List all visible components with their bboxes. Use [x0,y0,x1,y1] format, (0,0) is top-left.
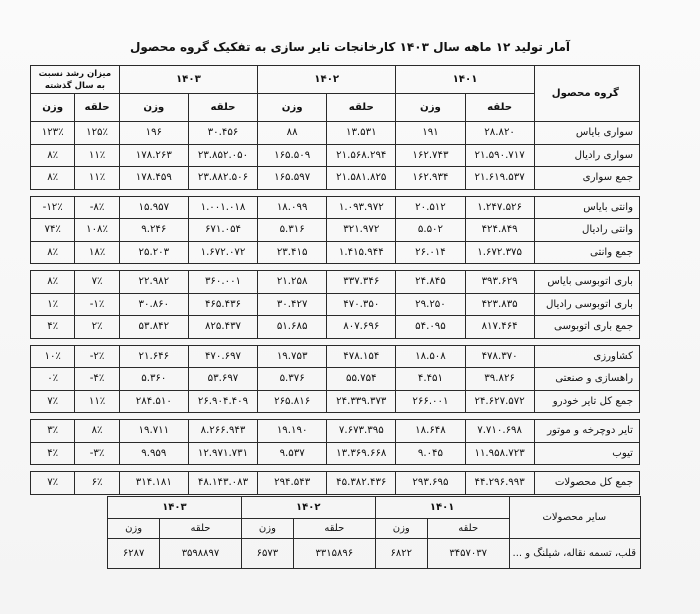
halqe-1403-cell: ۴۸.۱۴۳.۰۸۳ [188,472,257,495]
table-row [31,241,640,264]
vazn-1402-cell: ۱۶۵.۵۰۹ [258,144,327,167]
table-row [31,368,640,391]
other-1401-halqe: ۳۴۵۷۰۳۷ [427,539,509,569]
growth-vazn-cell: ۷٪ [31,472,75,495]
growth-vazn-cell: ۷٪ [31,390,75,413]
growth-halqe-cell: ۸٪ [75,420,119,443]
vazn-1401-cell: ۱۶۲.۷۴۳ [396,144,465,167]
group-separator [31,338,640,345]
group-header: گروه محصول [534,66,639,122]
table-row [31,219,640,242]
vazn-1403-cell: ۱۵.۹۵۷ [119,196,188,219]
halqe-1403-cell: ۲۶.۹۰۴.۴۰۹ [188,390,257,413]
other-vazn-1403: وزن [108,519,160,539]
vazn-1402-cell: ۲۶۵.۸۱۶ [258,390,327,413]
vazn-1403-cell: ۹.۲۴۶ [119,219,188,242]
halqe-1402-cell: ۱.۰۹۳.۹۷۲ [327,196,396,219]
halqe-1403-cell: ۵۳.۶۹۷ [188,368,257,391]
group-label-cell: تایر دوچرخه و موتور [534,420,639,443]
vazn-1403-cell: ۳۰.۸۶۰ [119,293,188,316]
vazn-1401-cell: ۵۴.۰۹۵ [396,316,465,339]
vazn-1401-cell: ۲۹.۲۵۰ [396,293,465,316]
halqe-1401-cell: ۱.۲۴۷.۵۲۶ [465,196,534,219]
growth-halqe-cell: ۱۸٪ [75,241,119,264]
group-label-cell: جمع کل تایر خودرو [534,390,639,413]
growth-vazn-cell: ۱۰٪ [31,345,75,368]
growth-vazn-cell: ۱٪ [31,293,75,316]
halqe-1403-cell: ۸.۲۶۶.۹۴۳ [188,420,257,443]
halqe-1402-cell: ۷.۶۷۳.۳۹۵ [327,420,396,443]
halqe-1401-cell: ۲۸.۸۲۰ [465,122,534,145]
halqe-1403-header: حلقه [188,94,257,122]
vazn-1401-cell: ۲۴.۸۴۵ [396,271,465,294]
vazn-1402-header: وزن [258,94,327,122]
group-label-cell: سواری رادیال [534,144,639,167]
table-row [31,144,640,167]
group-separator [31,189,640,196]
vazn-1403-cell: ۱۹۶ [119,122,188,145]
halqe-1403-cell: ۸۲۵.۴۳۷ [188,316,257,339]
other-1402-halqe: ۳۳۱۵۸۹۶ [294,539,376,569]
other-1401-vazn: ۶۸۲۲ [375,539,427,569]
vazn-1402-cell: ۵.۳۷۶ [258,368,327,391]
halqe-1402-cell: ۲۴.۳۳۹.۳۷۳ [327,390,396,413]
vazn-1403-cell: ۲۵.۲۰۳ [119,241,188,264]
halqe-1403-cell: ۱.۰۰۱.۰۱۸ [188,196,257,219]
other-1403-halqe: ۳۵۹۸۸۹۷ [160,539,242,569]
group-label-cell: وانتی بایاس [534,196,639,219]
growth-vazn-cell: ۸٪ [31,271,75,294]
vazn-1403-cell: ۵.۳۶۰ [119,368,188,391]
other-halqe-1403: حلقه [160,519,242,539]
vazn-1403-cell: ۹.۹۵۹ [119,442,188,465]
other-1402-vazn: ۶۵۷۳ [241,539,293,569]
table-row [31,472,640,495]
vazn-1403-cell: ۲۲.۹۸۲ [119,271,188,294]
group-label-cell: جمع کل محصولات [534,472,639,495]
halqe-1403-cell: ۲۳.۸۸۲.۵۰۶ [188,167,257,190]
vazn-1403-cell: ۳۱۴.۱۸۱ [119,472,188,495]
halqe-1402-cell: ۱۳.۳۶۹.۶۶۸ [327,442,396,465]
growth-halqe-cell: -۸٪ [75,196,119,219]
vazn-1403-cell: ۱۹.۷۱۱ [119,420,188,443]
halqe-1401-cell: ۲۴.۶۲۷.۵۷۲ [465,390,534,413]
table-row [31,167,640,190]
halqe-1401-cell: ۱.۶۷۲.۳۷۵ [465,241,534,264]
growth-halqe-cell: ۶٪ [75,472,119,495]
growth-halqe-cell: ۱۱٪ [75,167,119,190]
other-vazn-1401: وزن [375,519,427,539]
table-row [31,122,640,145]
growth-vazn-header: وزن [31,94,75,122]
group-label-cell: راهسازی و صنعتی [534,368,639,391]
group-label-cell: باری اتوبوسی بایاس [534,271,639,294]
halqe-1403-cell: ۲۳.۸۵۲.۰۵۰ [188,144,257,167]
halqe-1403-cell: ۱.۶۷۲.۰۷۲ [188,241,257,264]
growth-vazn-cell: ۰٪ [31,368,75,391]
group-label-cell: سواری بایاس [534,122,639,145]
growth-halqe-cell: -۲٪ [75,345,119,368]
vazn-1401-cell: ۹.۰۴۵ [396,442,465,465]
vazn-1402-cell: ۲۱.۲۵۸ [258,271,327,294]
vazn-1402-cell: ۱۶۵.۵۹۷ [258,167,327,190]
vazn-1401-cell: ۱۶۲.۹۳۴ [396,167,465,190]
vazn-1402-cell: ۹.۵۳۷ [258,442,327,465]
vazn-1402-cell: ۲۳.۴۱۵ [258,241,327,264]
vazn-1401-cell: ۲۰.۵۱۲ [396,196,465,219]
other-halqe-1401: حلقه [427,519,509,539]
table-row [31,345,640,368]
halqe-1402-cell: ۴۵.۳۸۲.۴۳۶ [327,472,396,495]
group-label-cell: جمع وانتی [534,241,639,264]
halqe-1401-cell: ۴۲۳.۸۳۵ [465,293,534,316]
halqe-1401-cell: ۴۷۸.۳۷۰ [465,345,534,368]
growth-halqe-cell: ۱۱٪ [75,144,119,167]
halqe-1402-cell: ۱۳.۵۳۱ [327,122,396,145]
vazn-1402-cell: ۸۸ [258,122,327,145]
table-row [31,420,640,443]
halqe-1402-cell: ۴۷۸.۱۵۴ [327,345,396,368]
growth-halqe-cell: -۳٪ [75,442,119,465]
vazn-1401-cell: ۲۹۳.۶۹۵ [396,472,465,495]
other-products-header: سایر محصولات [509,497,640,539]
vazn-1401-cell: ۲۶.۰۱۴ [396,241,465,264]
halqe-1401-header: حلقه [465,94,534,122]
halqe-1401-cell: ۴۴.۲۹۶.۹۹۳ [465,472,534,495]
halqe-1402-cell: ۱.۴۱۵.۹۴۴ [327,241,396,264]
growth-halqe-cell: ۱۲۵٪ [75,122,119,145]
vazn-1403-cell: ۲۱.۶۴۶ [119,345,188,368]
group-label-cell: وانتی رادیال [534,219,639,242]
halqe-1403-cell: ۶۷۱.۰۵۴ [188,219,257,242]
vazn-1401-cell: ۵.۵۰۲ [396,219,465,242]
halqe-1401-cell: ۳۹۳.۶۲۹ [465,271,534,294]
halqe-1401-cell: ۴۲۴.۸۴۹ [465,219,534,242]
halqe-1401-cell: ۲۱.۶۱۹.۵۳۷ [465,167,534,190]
halqe-1401-cell: ۷.۷۱۰.۶۹۸ [465,420,534,443]
halqe-1402-cell: ۲۱.۵۸۱.۸۲۵ [327,167,396,190]
growth-vazn-cell: ۱۲۳٪ [31,122,75,145]
vazn-1403-cell: ۱۷۸.۲۶۳ [119,144,188,167]
growth-header: میزان رشد نسبت به سال گذشته [31,66,120,94]
vazn-1402-cell: ۵۱.۶۸۵ [258,316,327,339]
growth-halqe-cell: ۲٪ [75,316,119,339]
halqe-1401-cell: ۲۱.۵۹۰.۷۱۷ [465,144,534,167]
vazn-1401-cell: ۱۸.۶۴۸ [396,420,465,443]
halqe-1401-cell: ۱۱.۹۵۸.۷۲۳ [465,442,534,465]
growth-vazn-cell: ۸٪ [31,144,75,167]
production-table [30,65,640,495]
vazn-1403-header: وزن [119,94,188,122]
group-label-cell: تیوب [534,442,639,465]
group-label-cell: جمع سواری [534,167,639,190]
other-year-header-1403: ۱۴۰۳ [108,497,242,519]
vazn-1401-cell: ۱۹۱ [396,122,465,145]
group-separator [31,264,640,271]
halqe-1401-cell: ۳۹.۸۲۶ [465,368,534,391]
group-label-cell: باری اتوبوسی رادیال [534,293,639,316]
growth-vazn-cell: ۴٪ [31,442,75,465]
other-vazn-1402: وزن [241,519,293,539]
halqe-1403-cell: ۳۶۰.۰۰۱ [188,271,257,294]
group-label-cell: جمع باری اتوبوسی [534,316,639,339]
halqe-1402-cell: ۵۵.۷۵۴ [327,368,396,391]
growth-vazn-cell: ۴٪ [31,316,75,339]
halqe-1402-header: حلقه [327,94,396,122]
year-header-1403: ۱۴۰۳ [119,66,257,94]
vazn-1401-cell: ۴.۴۵۱ [396,368,465,391]
other-year-header-1401: ۱۴۰۱ [375,497,509,519]
growth-halqe-cell: ۱۰۸٪ [75,219,119,242]
group-label-cell: کشاورزی [534,345,639,368]
vazn-1402-cell: ۵.۳۱۶ [258,219,327,242]
growth-halqe-cell: -۴٪ [75,368,119,391]
table-row [31,293,640,316]
growth-vazn-cell: ۷۴٪ [31,219,75,242]
other-1403-vazn: ۶۲۸۷ [108,539,160,569]
other-products-label: قلب، تسمه نقاله، شیلنگ و ... [509,539,640,569]
vazn-1402-cell: ۱۹.۱۹۰ [258,420,327,443]
group-separator [31,413,640,420]
halqe-1403-cell: ۴۷۰.۶۹۷ [188,345,257,368]
halqe-1403-cell: ۱۲.۹۷۱.۷۳۱ [188,442,257,465]
halqe-1402-cell: ۳۲۱.۹۷۲ [327,219,396,242]
vazn-1403-cell: ۲۸۴.۵۱۰ [119,390,188,413]
other-products-table [107,496,641,569]
growth-halqe-header: حلقه [75,94,119,122]
vazn-1402-cell: ۳۰.۴۲۷ [258,293,327,316]
halqe-1403-cell: ۳۰.۴۵۶ [188,122,257,145]
vazn-1403-cell: ۱۷۸.۴۵۹ [119,167,188,190]
growth-vazn-cell: ۸٪ [31,167,75,190]
growth-vazn-cell: ۸٪ [31,241,75,264]
table-row [31,442,640,465]
growth-halqe-cell: ۷٪ [75,271,119,294]
halqe-1402-cell: ۸۰۷.۶۹۶ [327,316,396,339]
vazn-1402-cell: ۱۸.۰۹۹ [258,196,327,219]
table-row [31,196,640,219]
halqe-1402-cell: ۴۷۰.۳۵۰ [327,293,396,316]
growth-vazn-cell: -۱۲٪ [31,196,75,219]
halqe-1402-cell: ۲۱.۵۶۸.۲۹۴ [327,144,396,167]
table-row [31,390,640,413]
table-row [31,271,640,294]
group-separator [31,465,640,472]
other-year-header-1402: ۱۴۰۲ [241,497,375,519]
vazn-1401-header: وزن [396,94,465,122]
other-halqe-1402: حلقه [294,519,376,539]
year-header-1401: ۱۴۰۱ [396,66,534,94]
report-title: آمار تولید ۱۲ ماهه سال ۱۴۰۳ کارخانجات تایر سازی به تفکیک گروه محصول [129,40,571,54]
halqe-1403-cell: ۴۶۵.۴۳۶ [188,293,257,316]
table-row [31,316,640,339]
vazn-1403-cell: ۵۳.۸۴۲ [119,316,188,339]
growth-halqe-cell: -۱٪ [75,293,119,316]
vazn-1402-cell: ۲۹۴.۵۴۳ [258,472,327,495]
growth-vazn-cell: ۳٪ [31,420,75,443]
halqe-1401-cell: ۸۱۷.۴۶۴ [465,316,534,339]
halqe-1402-cell: ۳۳۷.۳۴۶ [327,271,396,294]
vazn-1401-cell: ۲۶۶.۰۰۱ [396,390,465,413]
growth-halqe-cell: ۱۱٪ [75,390,119,413]
year-header-1402: ۱۴۰۲ [258,66,396,94]
vazn-1401-cell: ۱۸.۵۰۸ [396,345,465,368]
vazn-1402-cell: ۱۹.۷۵۳ [258,345,327,368]
